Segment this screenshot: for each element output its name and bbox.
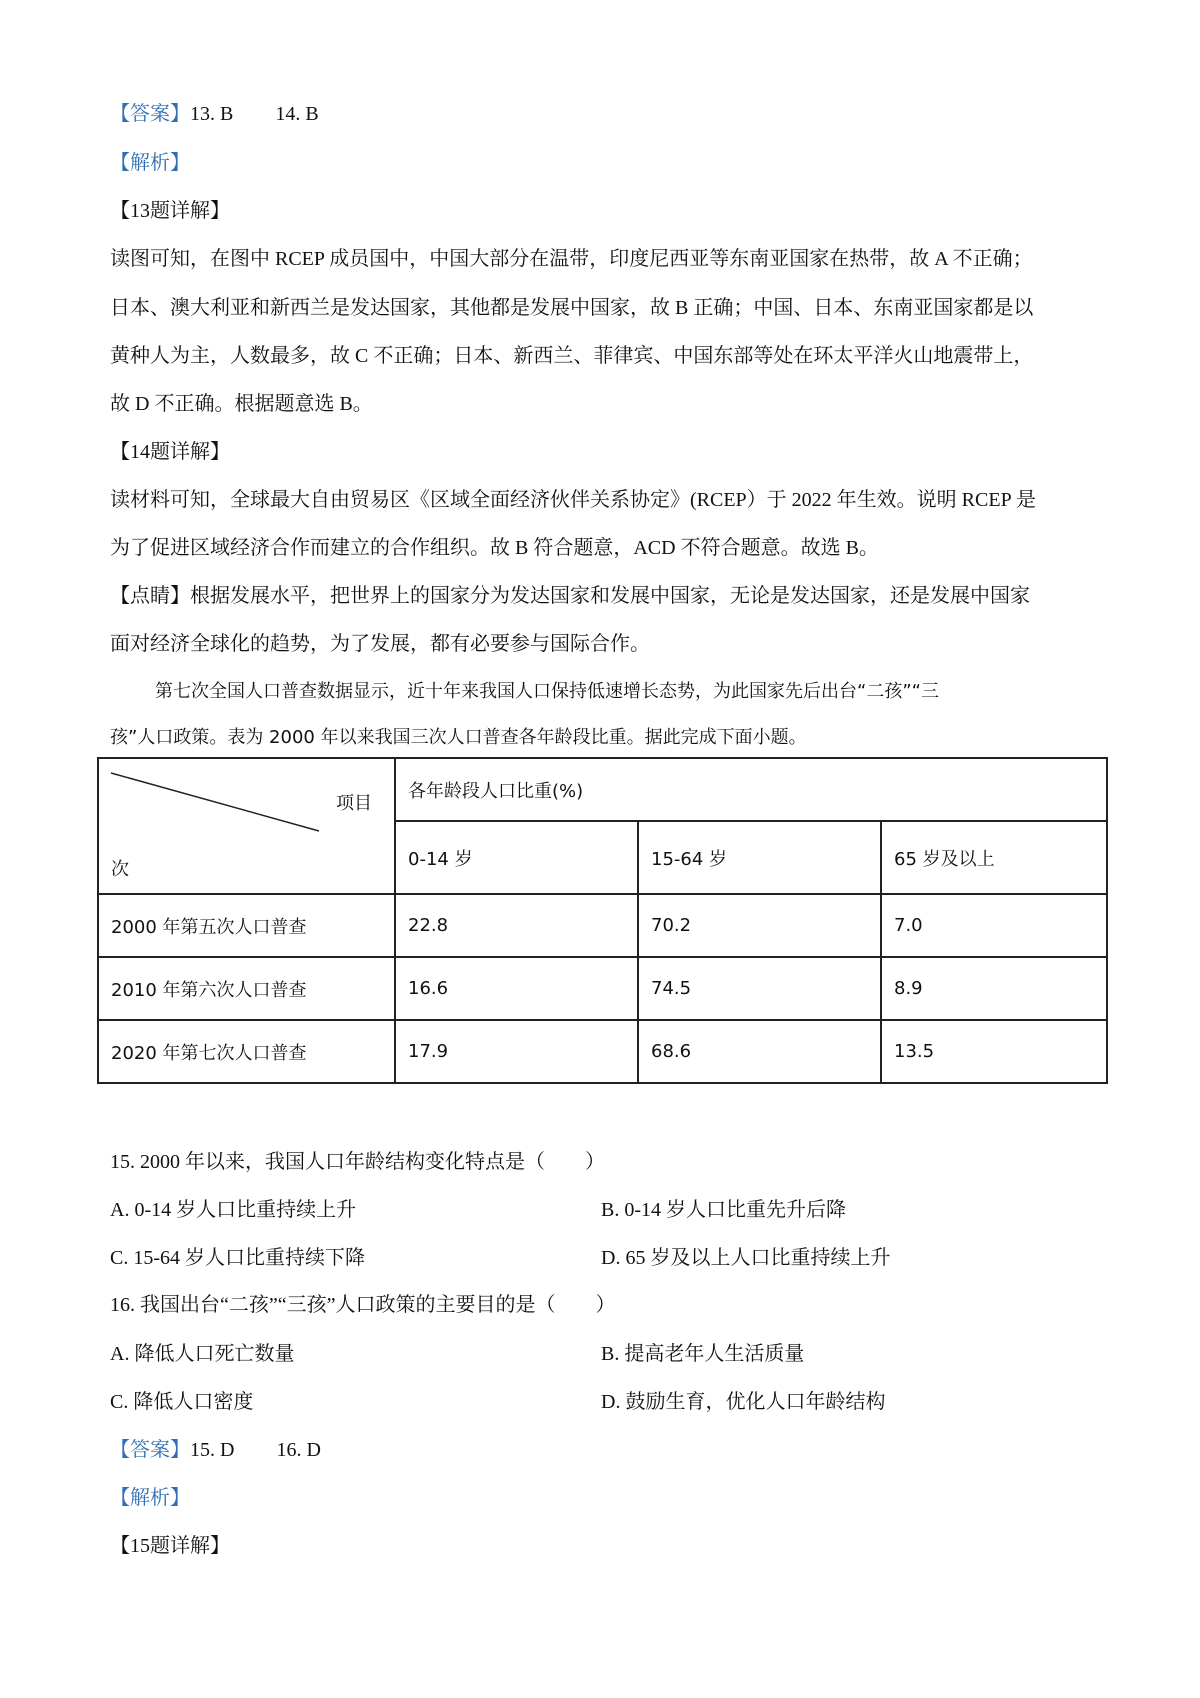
q15-option-d[interactable]: D. 65 岁及以上人口比重持续上升 bbox=[601, 1247, 891, 1269]
corner-row-label: 次 bbox=[111, 859, 129, 880]
q16-option-c[interactable]: C. 降低人口密度 bbox=[110, 1391, 254, 1413]
detail-14-line-1: 读材料可知，全球最大自由贸易区《区域全面经济伙伴关系协定》(RCEP）于 2022 年生效。说明 RCEP 是 bbox=[110, 489, 1036, 511]
row-label: 2000 年第五次人口普查 bbox=[98, 894, 395, 957]
detail-13-line-1: 读图可知，在图中 RCEP 成员国中，中国大部分在温带，印度尼西亚等东南亚国家在热带，故 A 不正确； bbox=[110, 248, 1033, 270]
table-row bbox=[98, 957, 1107, 1020]
point-line-1: 【点睛】根据发展水平，把世界上的国家分为发达国家和发展中国家，无论是发达国家，还是发展中国家 bbox=[110, 585, 1030, 607]
col-header-0-14: 0-14 岁 bbox=[395, 821, 638, 894]
col-header-15-64: 15-64 岁 bbox=[638, 821, 881, 894]
q16-option-a[interactable]: A. 降低人口死亡数量 bbox=[110, 1343, 295, 1365]
table-row bbox=[98, 894, 1107, 957]
detail-13-line-2: 日本、澳大利亚和新西兰是发达国家，其他都是发展中国家，故 B 正确；中国、日本、东南亚国家都是以 bbox=[110, 297, 1034, 319]
q16-option-b[interactable]: B. 提高老年人生活质量 bbox=[601, 1343, 805, 1365]
q15-stem: 15. 2000 年以来，我国人口年龄结构变化特点是（ ） bbox=[110, 1151, 605, 1173]
answer-16: 16. D bbox=[276, 1439, 321, 1461]
cell-value: 16.6 bbox=[395, 957, 638, 1020]
analysis-tag: 【解析】 bbox=[110, 152, 190, 174]
group-header: 各年龄段人口比重(%) bbox=[395, 758, 1107, 821]
cell-value: 68.6 bbox=[638, 1020, 881, 1083]
detail-14-line-2: 为了促进区域经济合作而建立的合作组织。故 B 符合题意，ACD 不符合题意。故选 B。 bbox=[110, 537, 879, 559]
cell-value: 7.0 bbox=[881, 894, 1107, 957]
cell-value: 70.2 bbox=[638, 894, 881, 957]
cell-value: 74.5 bbox=[638, 957, 881, 1020]
material-line-2: 孩”人口政策。表为 2000 年以来我国三次人口普查各年龄段比重。据此完成下面小题。 bbox=[110, 727, 807, 748]
detail-13-line-3: 黄种人为主，人数最多，故 C 不正确；日本、新西兰、菲律宾、中国东部等处在环太平洋火山地震带上， bbox=[110, 345, 1034, 367]
census-table bbox=[97, 757, 1108, 1084]
point-line-2: 面对经济全球化的趋势，为了发展，都有必要参与国际合作。 bbox=[110, 633, 650, 655]
detail-13-line-4: 故 D 不正确。根据题意选 B。 bbox=[110, 393, 373, 415]
cell-value: 13.5 bbox=[881, 1020, 1107, 1083]
col-header-65plus: 65 岁及以上 bbox=[881, 821, 1107, 894]
answer-14: 14. B bbox=[275, 103, 319, 125]
detail-13-tag: 【13题详解】 bbox=[110, 200, 230, 222]
detail-14-tag: 【14题详解】 bbox=[110, 441, 230, 463]
detail-15-tag: 【15题详解】 bbox=[110, 1535, 230, 1557]
row-label: 2020 年第七次人口普查 bbox=[98, 1020, 395, 1083]
answer-13: 13. B bbox=[190, 103, 234, 125]
q15-option-c[interactable]: C. 15-64 岁人口比重持续下降 bbox=[110, 1247, 365, 1269]
cell-value: 8.9 bbox=[881, 957, 1107, 1020]
answer-tag: 【答案】 bbox=[110, 1439, 190, 1461]
corner-item-label: 项目 bbox=[336, 793, 372, 814]
corner-diagonal bbox=[99, 759, 382, 885]
analysis-tag-2: 【解析】 bbox=[110, 1487, 190, 1509]
answer-15: 15. D bbox=[190, 1439, 235, 1461]
cell-value: 17.9 bbox=[395, 1020, 638, 1083]
table-corner-cell bbox=[98, 758, 395, 894]
table-row bbox=[98, 1020, 1107, 1083]
answer-line-15-16 bbox=[110, 1436, 321, 1464]
cell-value: 22.8 bbox=[395, 894, 638, 957]
answer-tag: 【答案】 bbox=[110, 103, 190, 125]
q16-stem: 16. 我国出台“二孩”“三孩”人口政策的主要目的是（ ） bbox=[110, 1294, 616, 1316]
material-line-1: 第七次全国人口普查数据显示，近十年来我国人口保持低速增长态势，为此国家先后出台“二孩”“三 bbox=[155, 681, 939, 702]
row-label: 2010 年第六次人口普查 bbox=[98, 957, 395, 1020]
q16-option-d[interactable]: D. 鼓励生育，优化人口年龄结构 bbox=[601, 1391, 886, 1413]
answer-line-13-14 bbox=[110, 100, 319, 128]
q15-option-b[interactable]: B. 0-14 岁人口比重先升后降 bbox=[601, 1199, 846, 1221]
q15-option-a[interactable]: A. 0-14 岁人口比重持续上升 bbox=[110, 1199, 357, 1221]
